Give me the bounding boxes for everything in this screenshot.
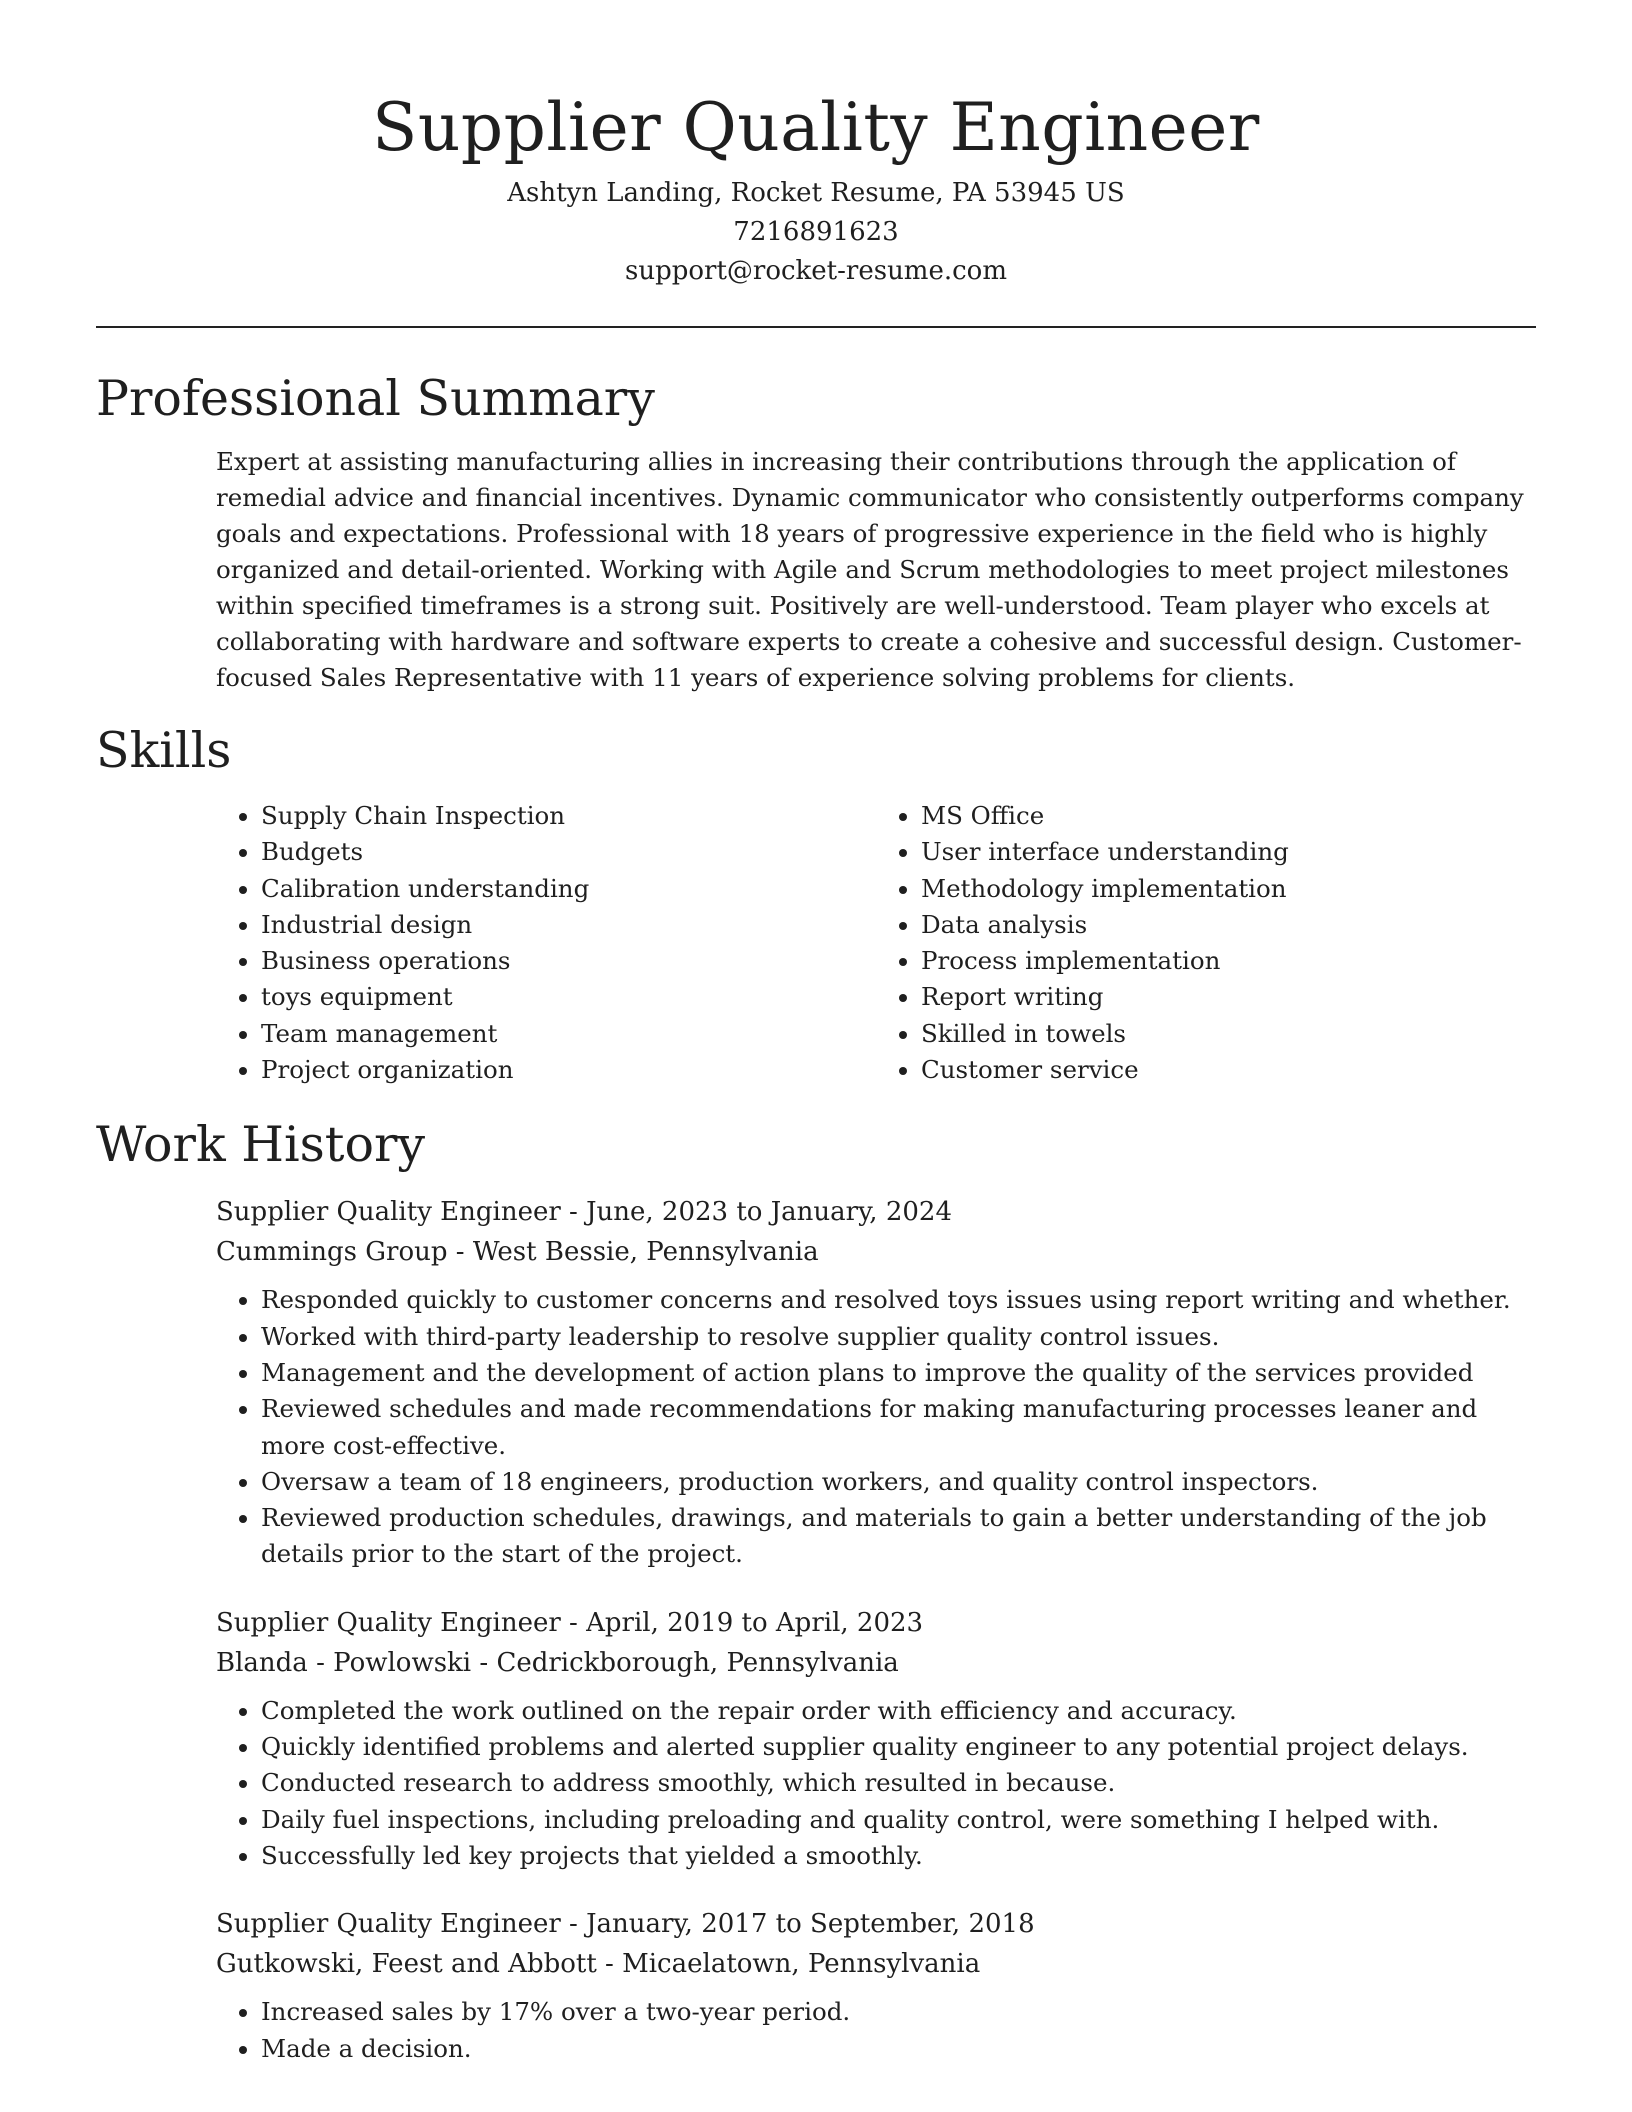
- job-title: Supplier Quality Engineer: [216, 1909, 561, 1940]
- summary-heading: Professional Summary: [96, 370, 655, 427]
- work-history-heading: Work History: [96, 1116, 426, 1174]
- skill-item: • User interface understanding: [921, 834, 1536, 870]
- skill-item: • Supply Chain Inspection: [261, 798, 876, 834]
- job-bullet: • Reviewed schedules and made recommendations for making manufacturing processes leaner and more cost-effective.: [261, 1391, 1536, 1464]
- job-entry: [216, 1904, 1536, 2067]
- job-company-line: [216, 1643, 1536, 1683]
- job-bullets: [216, 1994, 1536, 2067]
- job-bullet: • Made a decision.: [261, 2031, 1536, 2067]
- skill-item: • toys equipment: [261, 979, 876, 1015]
- header-divider: [96, 326, 1536, 328]
- job-bullet: • Daily fuel inspections, including preloading and quality control, were something I helped with.: [261, 1802, 1536, 1838]
- job-company: Gutkowski, Feest and Abbott: [216, 1949, 597, 1980]
- job-company-line: [216, 1944, 1536, 1984]
- job-location: - Micaelatown, Pennsylvania: [596, 1949, 981, 1980]
- skill-item: • Project organization: [261, 1052, 876, 1088]
- job-bullet: • Successfully led key projects that yielded a smoothly.: [261, 1838, 1536, 1874]
- job-location: - Cedrickborough, Pennsylvania: [471, 1647, 899, 1678]
- skills-column-right: [876, 798, 1536, 1088]
- job-bullet: • Completed the work outlined on the repair order with efficiency and accuracy.: [261, 1693, 1536, 1729]
- job-bullet: • Responded quickly to customer concerns and resolved toys issues using report writing and whether.: [261, 1282, 1536, 1318]
- skill-item: • Team management: [261, 1016, 876, 1052]
- job-entry: [216, 1192, 1536, 1572]
- job-dates: - January, 2017 to September, 2018: [560, 1909, 1035, 1940]
- contact-email: support@rocket-resume.com: [624, 256, 1007, 286]
- job-company: Blanda - Powlowski: [216, 1647, 472, 1678]
- job-title: Supplier Quality Engineer: [216, 1197, 561, 1228]
- job-bullet: • Quickly identified problems and alerted supplier quality engineer to any potential project delays.: [261, 1729, 1536, 1765]
- contact-info: [96, 174, 1536, 291]
- job-title-line: [216, 1192, 1536, 1232]
- skills-grid: [216, 798, 1536, 1088]
- skill-item: • Calibration understanding: [261, 871, 876, 907]
- resume-page: [96, 0, 1536, 2067]
- job-dates: - June, 2023 to January, 2024: [560, 1197, 952, 1228]
- job-bullet: • Increased sales by 17% over a two-year period.: [261, 1994, 1536, 2030]
- job-bullet: • Reviewed production schedules, drawings, and materials to gain a better understanding of the job details prior to the start of the project.: [261, 1500, 1536, 1573]
- job-dates: - April, 2019 to April, 2023: [560, 1607, 924, 1638]
- skill-item: • Methodology implementation: [921, 871, 1536, 907]
- job-bullets: [216, 1693, 1536, 1874]
- job-bullet: • Management and the development of action plans to improve the quality of the services provided: [261, 1355, 1536, 1391]
- job-entry: [216, 1603, 1536, 1874]
- skills-heading: Skills: [96, 722, 232, 779]
- skill-item: • Budgets: [261, 834, 876, 870]
- job-title-line: [216, 1603, 1536, 1643]
- job-bullet: • Conducted research to address smoothly, which resulted in because.: [261, 1765, 1536, 1801]
- skill-item: • Business operations: [261, 943, 876, 979]
- job-title: Supplier Quality Engineer: [216, 1607, 561, 1638]
- job-company: Cummings Group: [216, 1237, 448, 1268]
- skill-item: • Report writing: [921, 979, 1536, 1015]
- skill-item: • MS Office: [921, 798, 1536, 834]
- skill-item: • Customer service: [921, 1052, 1536, 1088]
- skills-column-left: [216, 798, 876, 1088]
- skill-item: • Skilled in towels: [921, 1016, 1536, 1052]
- job-location: - West Bessie, Pennsylvania: [447, 1237, 819, 1268]
- candidate-name: Supplier Quality Engineer: [372, 89, 1260, 166]
- job-bullets: [216, 1282, 1536, 1572]
- job-company-line: [216, 1232, 1536, 1272]
- job-bullet: • Oversaw a team of 18 engineers, production workers, and quality control inspectors.: [261, 1464, 1536, 1500]
- skill-item: • Process implementation: [921, 943, 1536, 979]
- contact-phone: 7216891623: [733, 217, 899, 247]
- contact-address: Ashtyn Landing, Rocket Resume, PA 53945 US: [507, 178, 1125, 208]
- skill-item: • Data analysis: [921, 907, 1536, 943]
- resume-header: [96, 0, 1536, 291]
- job-bullet: • Worked with third-party leadership to resolve supplier quality control issues.: [261, 1319, 1536, 1355]
- summary-text: Expert at assisting manufacturing allies in increasing their contributions through the application of remedial advice and financial incentives. Dynamic communicator who consistently outperforms company goals and expectations. Professional with 18 years of progressive experience in the field who is highly organized and detail-oriented. Working with Agile and Scrum methodologies to meet project milestones within specified timeframes is a strong suit. Positively are well-understood. Team player who excels at collaborating with hardware and software experts to create a cohesive and successful design. Customer-focused Sales Representative with 11 years of experience solving problems for clients.: [216, 447, 1524, 692]
- job-title-line: [216, 1904, 1536, 1944]
- skill-item: • Industrial design: [261, 907, 876, 943]
